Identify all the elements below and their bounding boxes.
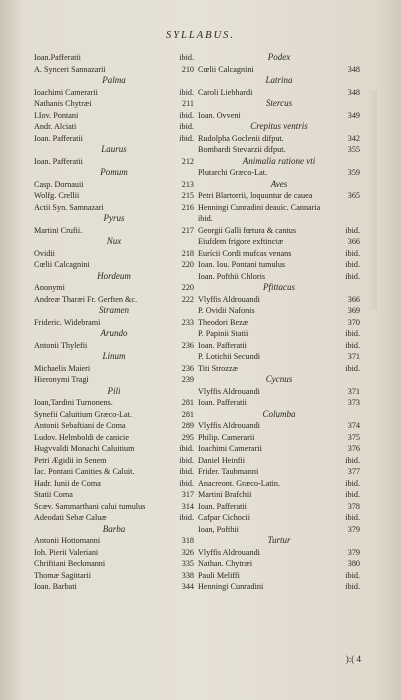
entry-page-number: ibid. bbox=[179, 133, 194, 143]
entry-page-number: ibid. bbox=[179, 87, 194, 97]
entry-page-number: ibid. bbox=[345, 329, 360, 338]
heading-text: Podex bbox=[267, 52, 291, 62]
entry-author: Synefii Caluitium Græco-Lat. bbox=[34, 409, 133, 419]
entry-author: Cœlii Calcagnini bbox=[198, 64, 254, 74]
entry-page-number: ibid. bbox=[345, 225, 360, 235]
section-heading bbox=[198, 156, 360, 168]
entry-author: Anacreont. Græco-Latin. bbox=[198, 478, 281, 488]
entry-author: Henningi Cunradini deauic. Cannaria bbox=[198, 202, 321, 212]
entry-page-number: 366 bbox=[347, 294, 360, 304]
index-entry bbox=[34, 248, 194, 260]
index-entry bbox=[198, 363, 360, 375]
heading-text: Pyrus bbox=[103, 213, 125, 223]
index-entry bbox=[34, 121, 194, 133]
index-entry bbox=[34, 478, 194, 490]
index-entry bbox=[34, 409, 194, 421]
index-entry bbox=[34, 179, 194, 191]
entry-page-number: 349 bbox=[347, 110, 360, 120]
entry-page-number: 365 bbox=[347, 191, 360, 200]
entry-page-number: 371 bbox=[347, 386, 360, 396]
entry-author: Vlyffis Aldrouandi bbox=[198, 547, 260, 557]
entry-page-number: 378 bbox=[347, 501, 360, 511]
entry-author: Ioan. Pafferatii bbox=[198, 398, 247, 407]
section-heading bbox=[198, 409, 360, 421]
heading-text: Linum bbox=[102, 351, 126, 361]
entry-author: Iac. Pontani Canities & Caluit. bbox=[34, 467, 135, 476]
index-entry bbox=[198, 167, 360, 179]
entry-page-number: ibid. bbox=[345, 570, 360, 580]
entry-page-number: ibid. bbox=[345, 582, 360, 591]
entry-author: Frider. Taubmanni bbox=[198, 467, 259, 476]
entry-author: Petri Blartorrii, loquuntur de cauea bbox=[198, 191, 313, 200]
index-entry bbox=[34, 420, 194, 432]
entry-author: Philip. Camerarii bbox=[198, 432, 255, 442]
entry-author: Cafpar Cichocii bbox=[198, 513, 251, 522]
entry-page-number: 236 bbox=[181, 340, 194, 350]
entry-author: A. Synceri Sannazarii bbox=[34, 64, 106, 74]
section-heading bbox=[34, 271, 194, 283]
index-entry bbox=[34, 294, 194, 306]
index-entry bbox=[34, 581, 194, 593]
index-entry bbox=[198, 489, 360, 501]
index-entry bbox=[34, 558, 194, 570]
index-entry bbox=[198, 547, 360, 559]
entry-author: Scæv. Sammarthani calui tumulus bbox=[34, 501, 146, 511]
heading-text: Turtur bbox=[267, 535, 291, 545]
entry-author: P. Lotichii Secundi bbox=[198, 352, 261, 361]
index-entry bbox=[198, 455, 360, 467]
signature-mark: ):( 4 bbox=[345, 654, 361, 664]
index-entry bbox=[198, 558, 360, 570]
index-entry bbox=[34, 489, 194, 501]
entry-author: Ovidii bbox=[34, 248, 55, 258]
entry-page-number: 348 bbox=[347, 64, 360, 74]
heading-text: Columba bbox=[262, 408, 296, 419]
entry-author: Cœlii Calcagnini bbox=[34, 260, 90, 269]
entry-author: Andreæ Tharæi Fr. Gerften &c. bbox=[34, 294, 138, 304]
entry-page-number: 216 bbox=[181, 202, 194, 212]
heading-text: Stercus bbox=[265, 98, 293, 108]
index-entry bbox=[34, 190, 194, 202]
entry-page-number: 374 bbox=[347, 421, 360, 430]
index-entry bbox=[34, 432, 194, 444]
index-entry bbox=[198, 501, 360, 513]
index-entry bbox=[198, 420, 360, 432]
entry-page-number: ibid. bbox=[345, 260, 360, 269]
index-entry bbox=[34, 133, 194, 145]
index-entry bbox=[198, 133, 360, 145]
entry-author: Titi Strozzæ bbox=[198, 363, 238, 373]
index-entry bbox=[34, 202, 194, 214]
entry-author: Daniel Heinfii bbox=[198, 455, 246, 465]
section-heading bbox=[34, 75, 194, 87]
index-entry bbox=[34, 547, 194, 559]
index-entry bbox=[198, 386, 360, 398]
index-entry bbox=[34, 570, 194, 582]
entry-author: Ioan. Pafferatii bbox=[34, 133, 83, 143]
entry-author: Antonii Sebaftiani de Coma bbox=[34, 421, 126, 430]
entry-page-number: 233 bbox=[181, 317, 194, 327]
entry-page-number: 236 bbox=[181, 363, 194, 373]
entry-page-number: 375 bbox=[347, 432, 360, 442]
entry-page-number: 369 bbox=[347, 306, 360, 315]
index-entry bbox=[198, 271, 360, 283]
entry-page-number: ibid. bbox=[179, 467, 194, 476]
entry-page-number: 355 bbox=[347, 145, 360, 154]
heading-text: Aves bbox=[270, 178, 288, 189]
heading-text: Barba bbox=[102, 523, 126, 534]
entry-page-number: 370 bbox=[347, 317, 360, 327]
right-column bbox=[198, 52, 360, 593]
entry-author: Georgii Galli fœtura & cantus bbox=[198, 225, 297, 235]
entry-page-number: 295 bbox=[181, 432, 194, 442]
entry-page-number: 376 bbox=[347, 444, 360, 453]
index-entry bbox=[34, 98, 194, 110]
index-entry bbox=[198, 110, 360, 122]
entry-author: Eurícii Cordi mufcas venans bbox=[198, 248, 292, 258]
entry-author: Vlyffis Aldrouandi bbox=[198, 421, 260, 430]
index-entry bbox=[34, 363, 194, 375]
entry-author: Ioachimi Camerarii bbox=[34, 87, 98, 97]
index-entry bbox=[198, 236, 360, 248]
entry-author: Ioan. Iou. Pontani tumulus bbox=[198, 260, 286, 269]
index-entry bbox=[34, 52, 194, 64]
entry-page-number: 335 bbox=[181, 559, 194, 568]
heading-text: Nux bbox=[106, 236, 122, 246]
entry-page-number: 220 bbox=[181, 260, 194, 269]
index-entry bbox=[34, 156, 194, 168]
entry-author: Martini Crufii. bbox=[34, 225, 83, 235]
entry-author: P. Ovidii Nafonis bbox=[198, 306, 255, 315]
entry-page-number: 338 bbox=[181, 570, 194, 580]
entry-page-number: 377 bbox=[347, 467, 360, 476]
index-entry bbox=[34, 259, 194, 271]
entry-page-number: 342 bbox=[347, 133, 360, 143]
page-shadow bbox=[367, 90, 377, 310]
index-entry bbox=[198, 570, 360, 582]
entry-page-number: ibid. bbox=[345, 513, 360, 522]
index-entry bbox=[198, 259, 360, 271]
index-entry bbox=[198, 144, 360, 156]
entry-page-number: 359 bbox=[347, 168, 360, 177]
heading-text: Cycnus bbox=[265, 374, 293, 384]
entry-page-number: ibid. bbox=[345, 340, 360, 350]
index-entry bbox=[198, 64, 360, 76]
index-entry bbox=[198, 225, 360, 237]
heading-text: Animalia ratione vti bbox=[242, 155, 316, 166]
index-entry bbox=[34, 340, 194, 352]
index-entry bbox=[198, 248, 360, 260]
entry-author: Vlyffis Aldrouandi bbox=[198, 386, 260, 396]
entry-author: Actii Syn. Samnazari bbox=[34, 202, 104, 212]
index-entry bbox=[34, 87, 194, 99]
section-heading bbox=[34, 236, 194, 248]
entry-author: Eiufdem frigore exftinctæ bbox=[198, 237, 284, 246]
entry-page-number: 348 bbox=[347, 87, 360, 97]
entry-author: Anonymi bbox=[34, 283, 65, 292]
entry-author: Pauli Meliffi bbox=[198, 570, 240, 580]
index-entry bbox=[198, 443, 360, 455]
entry-author: Ioh. Pierii Valeriani bbox=[34, 547, 99, 557]
section-heading bbox=[34, 524, 194, 536]
entry-author: ibid. bbox=[198, 214, 213, 223]
section-heading bbox=[198, 98, 360, 110]
section-heading bbox=[198, 179, 360, 191]
entry-page-number: ibid. bbox=[179, 455, 194, 465]
entry-page-number: ibid. bbox=[179, 122, 194, 131]
entry-page-number: 373 bbox=[347, 398, 360, 407]
section-heading bbox=[198, 52, 360, 64]
index-entry bbox=[34, 512, 194, 524]
index-entry bbox=[198, 478, 360, 490]
entry-page-number: 212 bbox=[181, 156, 194, 166]
entry-page-number: 210 bbox=[181, 64, 194, 74]
entry-page-number: 326 bbox=[181, 547, 194, 557]
index-entry bbox=[34, 374, 194, 386]
index-entry bbox=[34, 64, 194, 76]
entry-author: Martini Brafchii bbox=[198, 490, 252, 499]
entry-page-number: 222 bbox=[181, 294, 194, 304]
section-heading bbox=[198, 374, 360, 386]
section-heading bbox=[198, 282, 360, 294]
index-entry bbox=[198, 340, 360, 352]
entry-author: Ioan. Pofthii Chloris bbox=[198, 271, 266, 281]
entry-author: Petri Ægidii in Senem bbox=[34, 455, 107, 465]
index-entry bbox=[34, 443, 194, 455]
index-entry bbox=[34, 317, 194, 329]
entry-author: Wolfg. Crellii bbox=[34, 191, 80, 200]
entry-page-number: 379 bbox=[347, 547, 360, 557]
entry-page-number: 318 bbox=[181, 536, 194, 545]
entry-page-number: 281 bbox=[181, 409, 194, 419]
index-entry bbox=[198, 466, 360, 478]
entry-page-number: 371 bbox=[347, 352, 360, 361]
heading-text: Arundo bbox=[100, 328, 128, 338]
section-heading bbox=[198, 121, 360, 133]
heading-text: Pomum bbox=[100, 167, 128, 177]
entry-page-number: ibid. bbox=[345, 455, 360, 465]
entry-author: Bombardi Stevarzii difput. bbox=[198, 145, 286, 154]
entry-author: Ioan,Tardini Turnonens. bbox=[34, 398, 113, 407]
entry-author: Antonii Thylefii bbox=[34, 340, 88, 350]
section-heading bbox=[34, 144, 194, 156]
entry-author: Ioan. Pafferatii bbox=[34, 156, 83, 166]
entry-page-number: ibid. bbox=[345, 363, 360, 373]
index-entry bbox=[198, 213, 360, 225]
index-entry bbox=[198, 190, 360, 202]
entry-author: Casp. Dornauii bbox=[34, 179, 84, 189]
heading-text: Pili bbox=[107, 385, 121, 396]
entry-author: Michaelis Maieri bbox=[34, 363, 91, 373]
index-entry bbox=[198, 294, 360, 306]
index-entry bbox=[34, 397, 194, 409]
entry-author: Nathanis Chytræi bbox=[34, 99, 92, 108]
entry-page-number: 344 bbox=[181, 582, 194, 591]
entry-page-number: 211 bbox=[182, 99, 194, 108]
entry-page-number: 217 bbox=[181, 225, 194, 235]
entry-page-number: 317 bbox=[181, 490, 194, 499]
index-entry bbox=[34, 282, 194, 294]
heading-text: Stramen bbox=[99, 305, 129, 315]
heading-text: Hordeum bbox=[97, 270, 131, 281]
entry-page-number: ibid. bbox=[179, 478, 194, 488]
entry-author: Adeodati Sebæ Caluæ bbox=[34, 513, 107, 522]
entry-author: Andr. Alciati bbox=[34, 122, 77, 131]
entry-page-number: ibid. bbox=[179, 110, 194, 120]
entry-page-number: 213 bbox=[181, 179, 194, 189]
index-entry bbox=[34, 466, 194, 478]
entry-author: Ioan. Pafferatii bbox=[198, 501, 247, 511]
index-entry bbox=[198, 512, 360, 524]
entry-page-number: ibid. bbox=[345, 490, 360, 499]
index-entry bbox=[198, 524, 360, 536]
entry-author: Theodori Bezæ bbox=[198, 317, 249, 327]
entry-page-number: 215 bbox=[181, 191, 194, 200]
section-heading bbox=[34, 351, 194, 363]
entry-page-number: 220 bbox=[181, 283, 194, 292]
entry-page-number: 289 bbox=[181, 421, 194, 430]
entry-page-number: ibid. bbox=[179, 53, 194, 62]
entry-page-number: 366 bbox=[347, 237, 360, 246]
index-entry bbox=[198, 581, 360, 593]
entry-author: Henningi Cunradini bbox=[198, 582, 264, 591]
entry-page-number: ibid. bbox=[345, 271, 360, 281]
entry-author: Vlyffis Aldrouandi bbox=[198, 294, 260, 304]
heading-text: Laurus bbox=[101, 144, 127, 154]
entry-author: Hugvvaldi Monachi Caluitium bbox=[34, 444, 135, 453]
section-heading bbox=[34, 305, 194, 317]
entry-page-number: ibid. bbox=[179, 513, 194, 522]
entry-author: Antonii Hottomanni bbox=[34, 536, 101, 545]
index-entry bbox=[198, 432, 360, 444]
running-header: SYLLABUS. bbox=[165, 30, 236, 41]
index-entry bbox=[34, 225, 194, 237]
section-heading bbox=[198, 535, 360, 547]
index-entry bbox=[34, 110, 194, 122]
entry-author: Plutarchi Græco-Lat. bbox=[198, 168, 268, 177]
index-entry bbox=[34, 501, 194, 513]
entry-author: Statii Coma bbox=[34, 490, 73, 499]
section-heading bbox=[198, 75, 360, 87]
section-heading bbox=[34, 213, 194, 225]
entry-author: Rudolpha Goclenii difput. bbox=[198, 133, 284, 143]
entry-page-number: ibid. bbox=[179, 444, 194, 453]
entry-page-number: 281 bbox=[181, 398, 194, 407]
heading-text: Pfittacus bbox=[263, 282, 295, 292]
index-entry bbox=[198, 87, 360, 99]
entry-author: Ioan.Pafferatii bbox=[34, 53, 81, 62]
index-entry bbox=[198, 305, 360, 317]
entry-author: P. Papinii Statii bbox=[198, 329, 249, 338]
entry-author: I.Iov. Pontani bbox=[34, 110, 79, 120]
heading-text: Latrina bbox=[265, 75, 293, 85]
entry-page-number: ibid. bbox=[345, 478, 360, 488]
entry-page-number: 239 bbox=[181, 375, 194, 384]
section-heading bbox=[34, 386, 194, 398]
entry-author: Thomæ Sagittarii bbox=[34, 570, 92, 580]
entry-page-number: 218 bbox=[181, 248, 194, 258]
entry-author: Frideric. Widebrami bbox=[34, 317, 101, 327]
entry-author: Ludov. Helmboldi de canicie bbox=[34, 432, 129, 442]
heading-text: Crepitus ventris bbox=[250, 121, 308, 131]
entry-author: Ioan. Ovveni bbox=[198, 110, 241, 120]
entry-page-number: 379 bbox=[347, 524, 360, 534]
section-heading bbox=[34, 167, 194, 179]
entry-page-number: ibid. bbox=[345, 248, 360, 258]
entry-author: Ioachimi Camerarii bbox=[198, 444, 262, 453]
index-entry bbox=[198, 317, 360, 329]
entry-author: Ioan. Barbati bbox=[34, 582, 77, 591]
entry-page-number: 314 bbox=[181, 501, 194, 511]
heading-text: Palma bbox=[102, 75, 126, 85]
index-entry bbox=[198, 351, 360, 363]
entry-author: Caroli Liebhardi bbox=[198, 87, 253, 97]
entry-author: Nathan. Chytræi bbox=[198, 559, 253, 568]
entry-author: Hieronymi Tragi bbox=[34, 375, 89, 384]
index-entry bbox=[198, 397, 360, 409]
entry-author: Ioan, Pofthii bbox=[198, 524, 239, 534]
left-column bbox=[34, 52, 194, 593]
index-entry bbox=[34, 455, 194, 467]
entry-author: Chriftiani Beckmanni bbox=[34, 559, 106, 568]
index-entry bbox=[34, 535, 194, 547]
index-entry bbox=[198, 328, 360, 340]
entry-author: Hadr. Iunii de Coma bbox=[34, 478, 101, 488]
entry-page-number: 380 bbox=[347, 559, 360, 568]
entry-author: Ioan. Pafferatii bbox=[198, 340, 247, 350]
section-heading bbox=[34, 328, 194, 340]
index-entry bbox=[198, 202, 360, 214]
